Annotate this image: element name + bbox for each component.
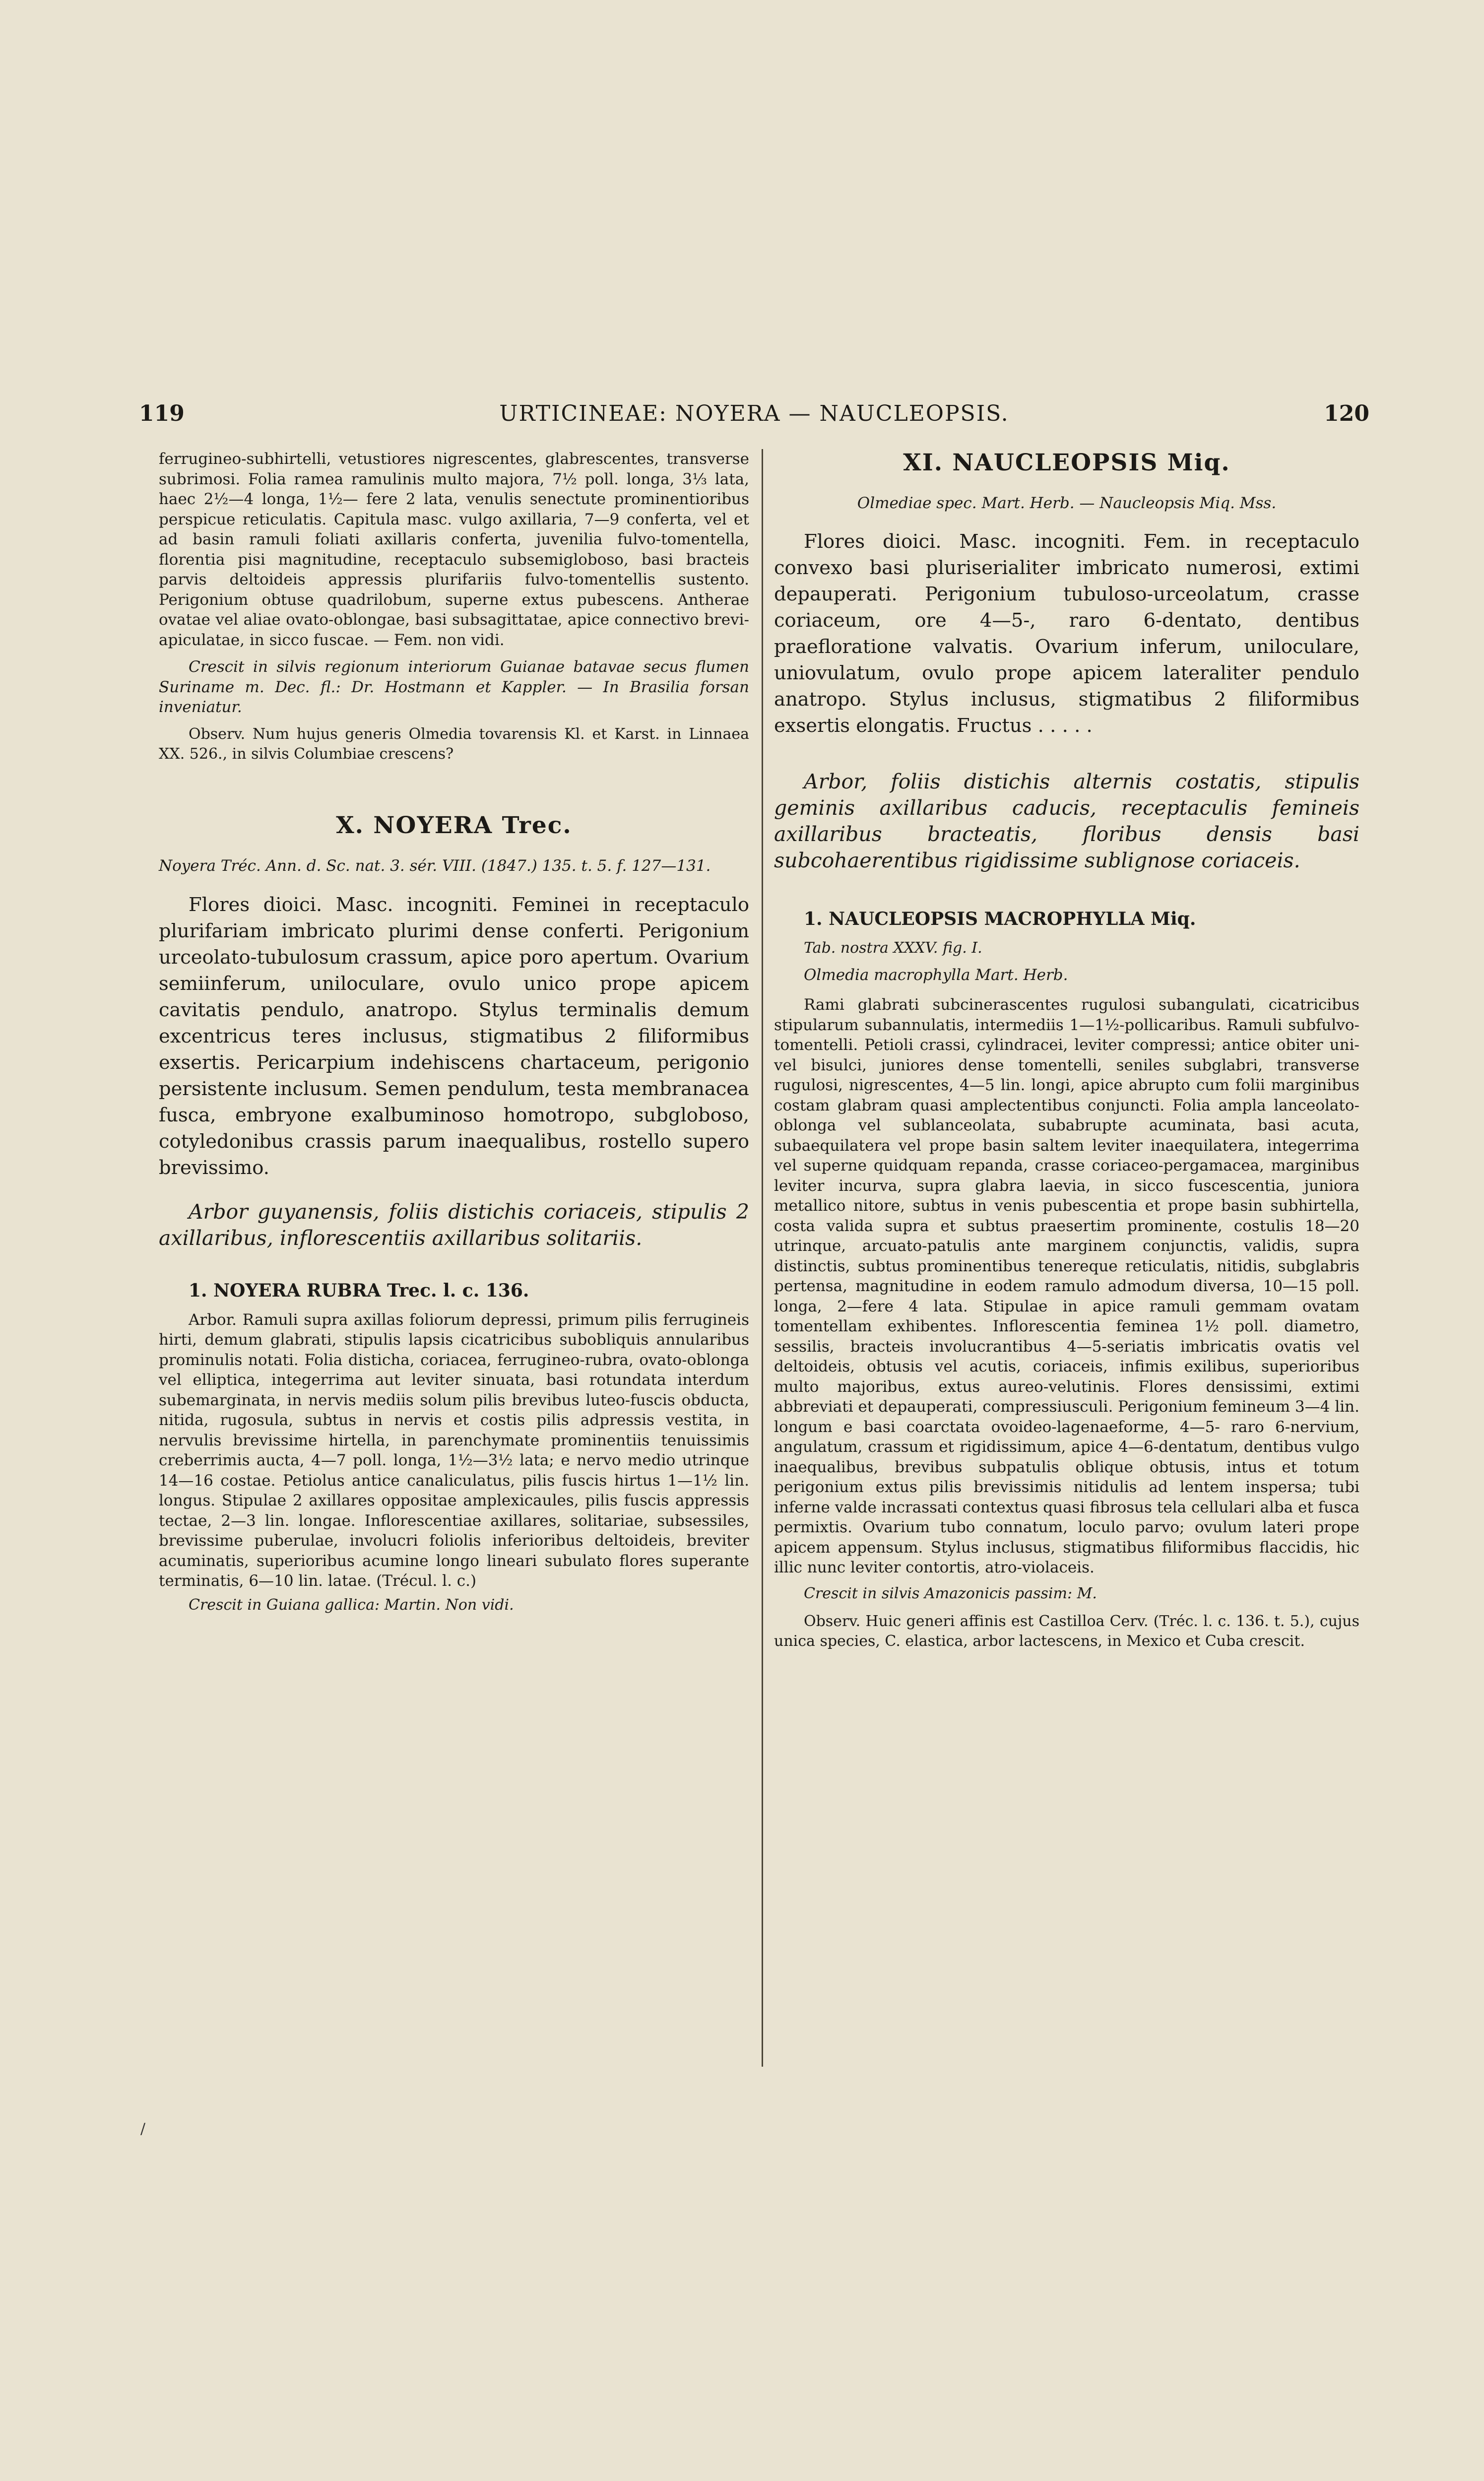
species-description-naucleopsis: Rami glabrati subcinerascentes rugulosi subangulati, cicatricibus stipularum subannulatis, intermediis 1—1½-pollicaribus. Ramuli subfulvo-tomentelli. Petioli crassi, cylindracei, leviter compressi; antice obiter uni- vel bisulci, juniores dense tomentelli, seniles subglabri, transverse rugulosi, nigrescentes, 4—5 lin. longi, apice abrupto cum folii marginibus costam glabram quasi amplectentibus conjuncti. Folia ampla lanceolato-oblonga vel sublanceolata, subabrupte acuminata, basi acuta, subaequilatera vel prope basin saltem leviter inaequilatera, integerrima vel superne quidquam repanda, crasse coriaceo-pergamacea, marginibus leviter incurva, supra glabra laevia, in sicco fuscescentia, juniora metallico nitore, subtus in venis pubescentia et prope basin subhirtella, costa valida supra et subtus praesertim prominente, costulis 18—20 utrinque, arcuato-patulis ante marginem conjunctis, validis, supra distinctis, subtus prominentibus tenereque reticulatis, nitidis, subglabris pertensa, magnitudine in eodem ramulo admodum diversa, 10—15 poll. longa, 2—fere 4 lata. Stipulae in apice ramuli gemmam ovatam tomentellam exhibentes. Inflorescentia feminea 1½ poll. diametro, sessilis, bracteis involucrantibus 4—5-seriatis imbricatis ovatis vel deltoideis, obtusis vel acutis, coriaceis, infimis exilibus, superioribus multo majoribus, extus aureo-velutinis. Flores densissimi, extimi abbreviati et depauperati, compressiusculi. Perigonium femineum 3—4 lin. longum e basi coarctata ovoideo-lagenaeforme, 4—5- raro 6-nervium, angulatum, crassum et rigidissimum, apice 4—6-dentatum, dentibus vulgo inaequalibus, brevibus subpatulis oblique obtusis, intus et totum perigonium extus pilis brevissimis nitidulis ad lentem inspersa; tubi inferne valde incrassati contextus quasi fibrosus tela cellulari alba et fusca permixtis. Ovarium tubo connatum, loculo parvo; ovulum lateri prope apicem appensum. Stylus inclusus, stigmatibus filiformibus flaccidis, hic illic nunc leviter contortis, atro-violaceis. bbox=[774, 996, 1359, 1576]
plate-reference: Tab. nostra XXXV. fig. I. bbox=[804, 939, 982, 957]
genus-heading-naucleopsis: XI. NAUCLEOPSIS Miq. bbox=[903, 449, 1230, 476]
species-heading-naucleopsis: 1. NAUCLEOPSIS MACROPHYLLA Miq. bbox=[804, 908, 1196, 929]
running-head bbox=[139, 401, 1369, 436]
species-heading-noyera-rubra: 1. NOYERA RUBRA Trec. l. c. 136. bbox=[189, 1280, 529, 1301]
observation-castilloa: Observ. Huic generi affinis est Castilloa Cerv. (Tréc. l. c. 136. t. 5.), cujus unica species, C. elastica, arbor lactescens, in Mexico et Cuba crescit. bbox=[774, 1612, 1359, 1650]
species-description-noyera-rubra: Arbor. Ramuli supra axillas foliorum depressi, primum pilis ferrugineis hirti, demum glabrati, stipulis lapsis cicatricibus subobliquis annularibus prominulis notati. Folia disticha, coriacea, ferrugineo-rubra, ovato-oblonga vel elliptica, integerrima aut leviter sinuata, basi rotundata interdum subemarginata, in nervis mediis solum pilis brevibus luteo-fuscis obducta, nitida, rugosula, subtus in nervis et costis pilis adpressis vestita, in nervulis brevissime hirtella, in parenchymate prominentiis tenuissimis creberrimis aucta, 4—7 poll. longa, 1½—3½ lata; e nervo medio utrinque 14—16 costae. Petiolus antice canaliculatus, pilis fuscis hirtus 1—1½ lin. longus. Stipulae 2 axillares oppositae amplexicaules, pilis fuscis appressis tectae, 2—3 lin. longae. Inflorescentiae axillares, solitariae, subsessiles, brevissime puberulae, involucri foliolis inferioribus deltoideis, breviter acuminatis, superioribus acumine longo lineari subulato flores superante terminatis, 6—10 lin. latae. (Trécul. l. c.) bbox=[159, 1310, 749, 1590]
page-number-right: 120 bbox=[1324, 401, 1369, 426]
margin-mark: / bbox=[140, 2120, 146, 2138]
habitat-naucleopsis: Crescit in silvis Amazonicis passim: M. bbox=[804, 1584, 1097, 1602]
genus-diagnosis-naucleopsis: Arbor, foliis distichis alternis costatis, stipulis geminis axillaribus caducis, receptaculis femineis axillaribus bracteatis, floribus densis basi subcohaerentibus rigidissime sublignose coriaceis. bbox=[774, 769, 1359, 872]
genus-reference-noyera: Noyera Tréc. Ann. d. Sc. nat. 3. sér. VIII. (1847.) 135. t. 5. f. 127—131. bbox=[159, 856, 711, 875]
running-title: URTICINEAE: NOYERA — NAUCLEOPSIS. bbox=[499, 401, 1009, 426]
genus-diagnosis-noyera: Arbor guyanensis, foliis distichis coriaceis, stipulis 2 axillaribus, inflorescentiis axillaribus solitariis. bbox=[159, 1199, 749, 1250]
habitat-noyera-rubra: Crescit in Guiana gallica: Martin. Non vidi. bbox=[189, 1596, 514, 1614]
column-divider bbox=[762, 449, 763, 2067]
page-number-left: 119 bbox=[139, 401, 185, 426]
genus-heading-noyera: X. NOYERA Trec. bbox=[336, 811, 572, 839]
left-column bbox=[159, 449, 749, 1615]
genus-reference-naucleopsis: Olmediae spec. Mart. Herb. — Naucleopsis Miq. Mss. bbox=[857, 494, 1277, 512]
habitat-note: Crescit in silvis regionum interiorum Guianae batavae secus flumen Suriname m. Dec. fl.: Dr. Hostmann et Kappler. — In Brasilia forsan inveniatur. bbox=[159, 658, 749, 716]
genus-description-naucleopsis: Flores dioici. Masc. incogniti. Fem. in receptaculo convexo basi pluriserialiter imbricato numerosi, extimi depauperati. Perigonium tubuloso-urceolatum, crasse coriaceum, ore 4—5-, raro 6-dentato, dentibus praefloratione valvatis. Ovarium inferum, uniloculare, uniovulatum, ovulo prope apicem lateraliter pendulo anatropo. Stylus inclusus, stigmatibus 2 filiformibus exsertis elongatis. Fructus . . . . . bbox=[774, 530, 1359, 737]
observation-note: Observ. Num hujus generis Olmedia tovarensis Kl. et Karst. in Linnaea XX. 526., in silvis Columbiae crescens? bbox=[159, 725, 749, 763]
genus-description-noyera: Flores dioici. Masc. incogniti. Feminei in receptaculo plurifariam imbricato plurimi dense conferti. Perigonium urceolato-tubulosum crassum, apice poro apertum. Ovarium semiinferum, uniloculare, ovulo unico prope apicem cavitatis pendulo, anatropo. Stylus terminalis demum excentricus teres inclusus, stigmatibus 2 filiformibus exsertis. Pericarpium indehiscens chartaceum, perigonio persistente inclusum. Semen pendulum, testa membranacea fusca, embryone exalbuminoso homotropo, subgloboso, cotyledonibus crassis parum inaequalibus, rostello supero brevissimo. bbox=[159, 893, 749, 1179]
right-column bbox=[774, 449, 1359, 1651]
continued-description: ferrugineo-subhirtelli, vetustiores nigrescentes, glabrescentes, transverse subrimosi. Folia ramea ramulinis multo majora, 7½ poll. longa, 3⅓ lata, haec 2½—4 longa, 1½— fere 2 lata, venulis senectute prominentioribus perspicue reticulatis. Capitula masc. vulgo axillaria, 7—9 conferta, vel et ad basin ramuli foliati axillaris conferta, juvenilia fulvo-tomentella, florentia pisi magnitudine, receptaculo subsemigloboso, basi bracteis parvis deltoideis appressis plurifariis fulvo-tomentellis sustento. Perigonium obtuse quadrilobum, superne extus pubescens. Antherae ovatae vel aliae ovato-oblongae, basi subsagittatae, apice connectivo brevi-apiculatae, in sicco fuscae. — Fem. non vidi. bbox=[159, 450, 749, 649]
synonym: Olmedia macrophylla Mart. Herb. bbox=[804, 966, 1068, 984]
